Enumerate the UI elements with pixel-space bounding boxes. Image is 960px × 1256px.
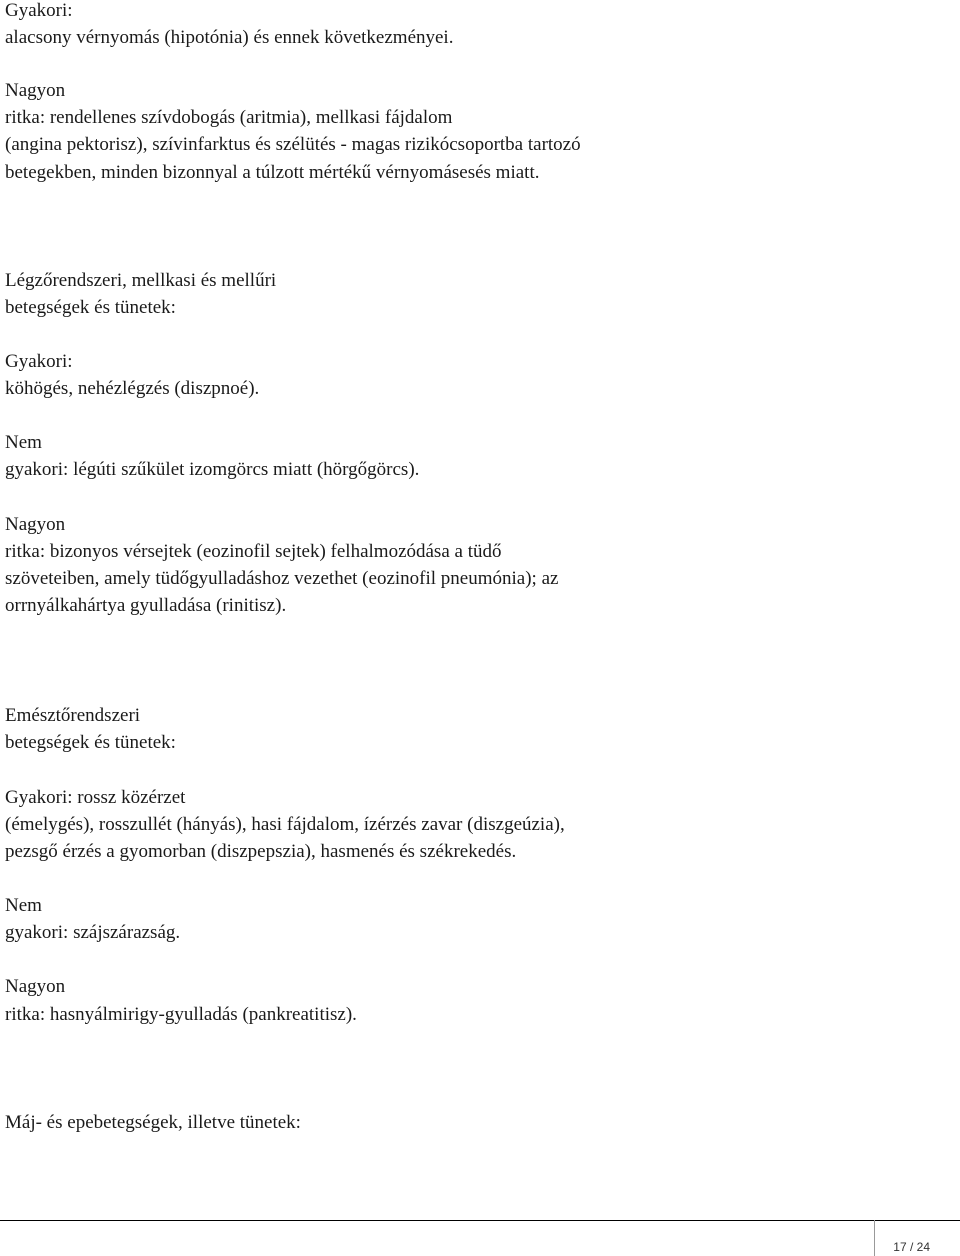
- text-line: pezsgő érzés a gyomorban (diszpepszia), hasmenés és székrekedés.: [5, 841, 517, 862]
- text-line: gyakori: szájszárazság.: [5, 922, 181, 943]
- text-line: ritka: rendellenes szívdobogás (aritmia), mellkasi fájdalom: [5, 107, 453, 128]
- footer-divider: [0, 1220, 960, 1221]
- text-line: alacsony vérnyomás (hipotónia) és ennek következményei.: [5, 27, 454, 48]
- text-line: (émelygés), rosszullét (hányás), hasi fájdalom, ízérzés zavar (diszgeúzia),: [5, 814, 565, 835]
- section-heading: Emésztőrendszeri: [5, 705, 141, 726]
- text-line: Gyakori:: [5, 351, 73, 372]
- text-line: orrnyálkahártya gyulladása (rinitisz).: [5, 595, 287, 616]
- text-line: ritka: hasnyálmirigy-gyulladás (pankreatitisz).: [5, 1004, 357, 1025]
- section-heading: Máj- és epebetegségek, illetve tünetek:: [5, 1112, 301, 1133]
- text-line: Gyakori:: [5, 0, 73, 21]
- text-line: Nem: [5, 895, 42, 916]
- page-number: 17 / 24: [893, 1240, 930, 1254]
- text-line: gyakori: légúti szűkület izomgörcs miatt (hörgőgörcs).: [5, 459, 420, 480]
- text-line: ritka: bizonyos vérsejtek (eozinofil sejtek) felhalmozódása a tüdő: [5, 541, 502, 562]
- section-heading: Légzőrendszeri, mellkasi és mellűri: [5, 270, 277, 291]
- text-line: köhögés, nehézlégzés (diszpnoé).: [5, 378, 260, 399]
- text-line: Nagyon: [5, 80, 66, 101]
- text-line: Nem: [5, 432, 42, 453]
- text-line: (angina pektorisz), szívinfarktus és szélütés - magas rizikócsoportba tartozó: [5, 134, 581, 155]
- section-heading: betegségek és tünetek:: [5, 297, 176, 318]
- section-heading: betegségek és tünetek:: [5, 732, 176, 753]
- text-line: Nagyon: [5, 976, 66, 997]
- text-line: betegekben, minden bizonnyal a túlzott mértékű vérnyomásesés miatt.: [5, 162, 540, 183]
- text-line: szöveteiben, amely tüdőgyulladáshoz vezethet (eozinofil pneumónia); az: [5, 568, 559, 589]
- text-line: Gyakori: rossz közérzet: [5, 787, 186, 808]
- text-line: Nagyon: [5, 514, 66, 535]
